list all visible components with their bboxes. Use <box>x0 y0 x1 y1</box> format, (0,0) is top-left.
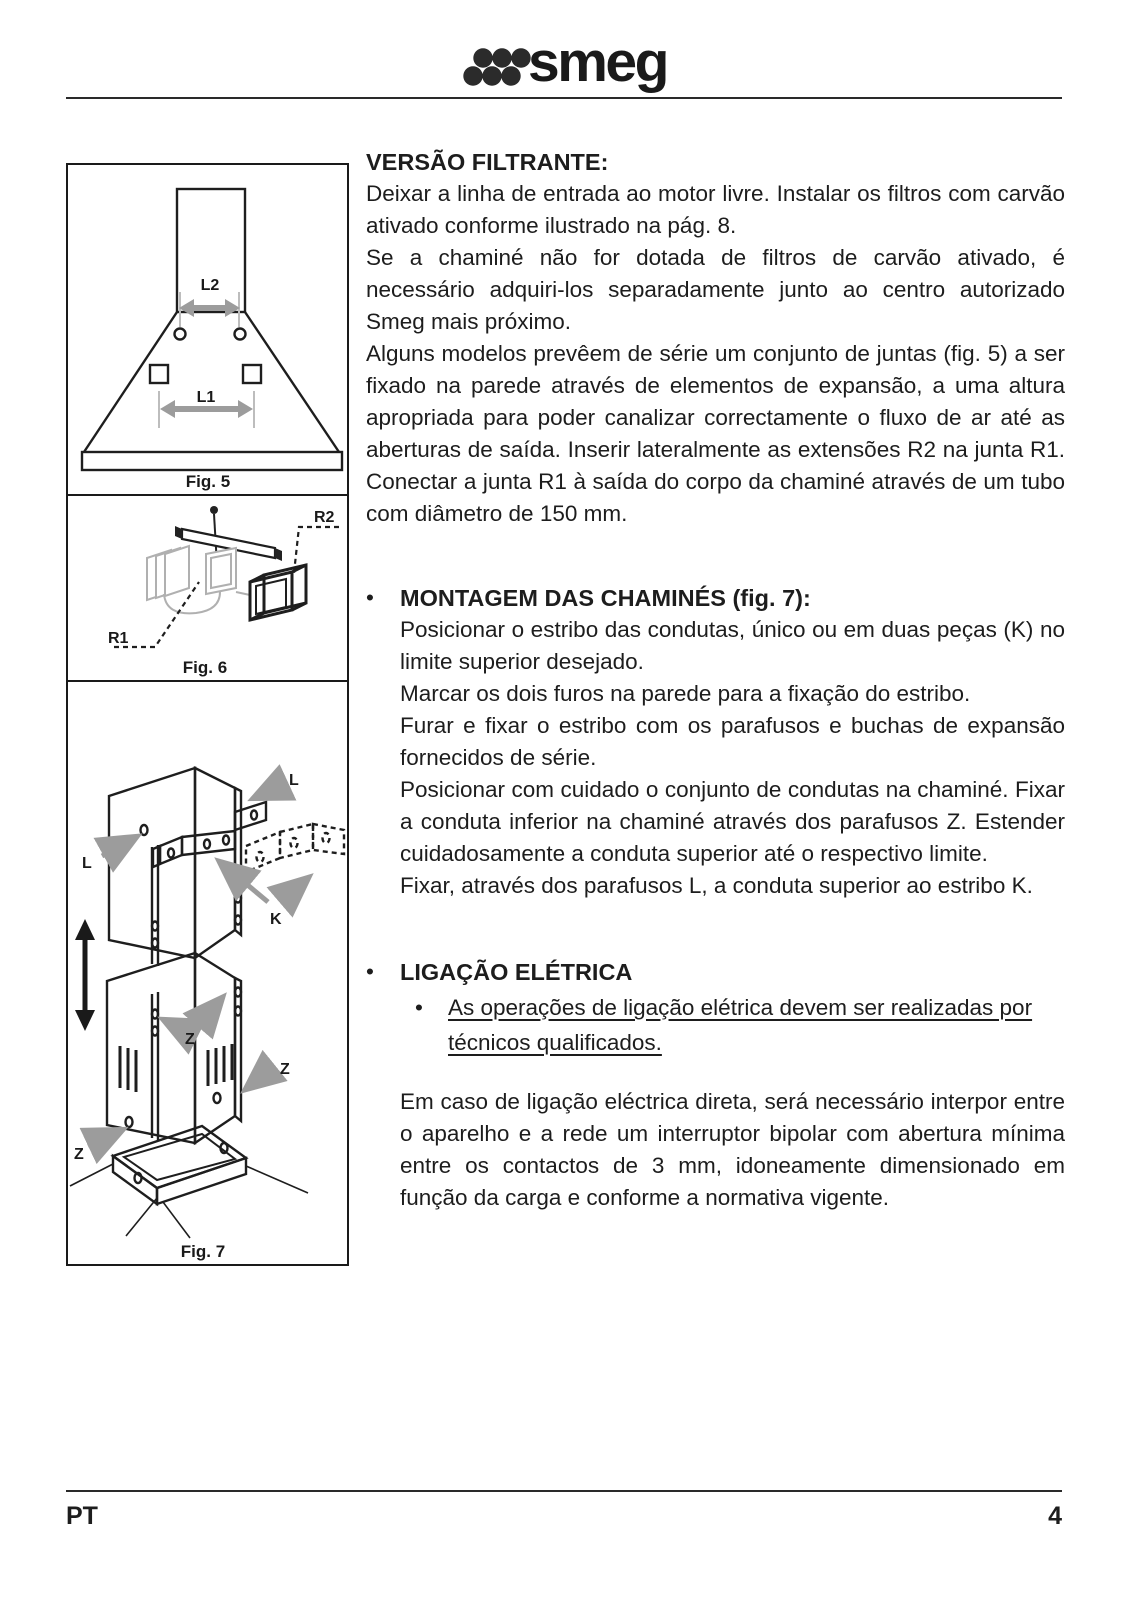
fig6-r2-label: R2 <box>314 509 335 526</box>
header-divider <box>66 97 1062 99</box>
lower-duct <box>107 953 241 1143</box>
footer-divider <box>66 1490 1062 1492</box>
paragraph: Posicionar com cuidado o conjunto de condutas na chaminé. Fixar a conduta inferior na chaminé através dos parafusos Z. Estender cuidadosamente a conduta superior até o respectivo limite. <box>400 777 1065 866</box>
bracket-k-dashed <box>246 824 344 872</box>
extension-sleeve-r2 <box>250 565 306 620</box>
fig5-l1-label: L1 <box>196 389 216 406</box>
smeg-logo-graphic <box>456 33 672 103</box>
l2-dimension <box>179 277 240 327</box>
section1-heading: VERSÃO FILTRANTE: <box>366 149 609 175</box>
paragraph: Fixar, através dos parafusos L, a conduta superior ao estribo K. <box>400 873 1033 898</box>
fig6-caption: Fig. 6 <box>182 658 228 677</box>
section-ligacao <box>366 956 1065 1060</box>
fig6-drawing <box>68 496 347 680</box>
fig5-drawing <box>68 165 347 494</box>
fig7-z-label-bottom: Z <box>74 1146 84 1163</box>
fig7-z-label-right: Z <box>280 1061 290 1078</box>
fig5-l2-label: L2 <box>200 277 220 294</box>
smeg-wordmark: smeg <box>528 33 667 94</box>
figure-7 <box>66 680 349 1266</box>
fig7-l-label-top: L <box>289 772 299 789</box>
hood-silhouette <box>82 189 342 470</box>
section-montagem-body <box>400 582 1065 902</box>
text-column <box>366 146 1065 1214</box>
paragraph: Em caso de ligação eléctrica direta, será necessário interpor entre o aparelho e a rede um interruptor bipolar com abertura mínima entre os contactos de 3 mm, idoneamente dimensionado em função da carga e conforme a normativa vigente. <box>400 1089 1065 1210</box>
paragraph: Alguns modelos prevêem de série um conjunto de juntas (fig. 5) a ser fixado na parede através de elementos de expansão, a uma altura apropriada para poder canalizar correctamente o fluxo de ar até as aberturas de saída. Inserir lateralmente as extensões R2 na junta R1. Conectar a junta R1 à saída do corpo da chaminé através de um tubo com diâmetro de 150 mm. <box>366 341 1065 526</box>
fig5-caption: Fig. 5 <box>185 472 231 491</box>
bullet-marker: • <box>366 585 374 610</box>
footer-language: PT <box>66 1502 98 1530</box>
figure-5 <box>66 163 349 496</box>
fig7-k-label: K <box>270 911 282 928</box>
paragraph: Marcar os dois furos na parede para a fixação do estribo. <box>400 681 971 706</box>
fig7-l-label-left: L <box>82 855 92 872</box>
fig7-caption: Fig. 7 <box>180 1242 226 1261</box>
section2-heading: MONTAGEM DAS CHAMINÉS (fig. 7): <box>400 585 811 611</box>
figure-column <box>66 163 349 1266</box>
paragraph: Deixar a linha de entrada ao motor livre. Instalar os filtros com carvão ativado conforme ilustrado na pág. 8. <box>366 181 1065 238</box>
paragraph: Se a chaminé não for dotada de filtros de carvão ativado, é necessário adquiri-los separadamente junto ao centro autorizado Smeg mais próximo. <box>366 245 1065 334</box>
fig6-r1-label: R1 <box>108 630 129 647</box>
footer-page-number: 4 <box>1048 1502 1062 1530</box>
paragraph: Posicionar o estribo das condutas, único ou em duas peças (K) no limite superior desejado. <box>400 617 1065 674</box>
upper-duct <box>109 768 266 966</box>
warning-text: As operações de ligação elétrica devem ser realizadas por técnicos qualificados. <box>448 995 1033 1055</box>
section3-heading: LIGAÇÃO ELÉTRICA <box>400 959 633 985</box>
section-ligacao-body <box>400 956 1065 1060</box>
smeg-logo-dots <box>463 48 530 85</box>
section-montagem <box>366 582 1065 902</box>
bullet-marker: • <box>415 995 423 1020</box>
mount-holes <box>150 329 261 384</box>
paragraph: Furar e fixar o estribo com os parafusos e buchas de expansão fornecidos de série. <box>400 713 1065 770</box>
warning-item <box>415 990 1065 1060</box>
bullet-marker: • <box>366 959 374 984</box>
junction-body-r1 <box>147 546 250 613</box>
callout-arrows-lower <box>88 998 272 1146</box>
l1-dimension <box>159 389 254 428</box>
smeg-logo <box>456 33 672 103</box>
fig7-drawing <box>68 682 347 1264</box>
exploded-motion-arrow <box>75 919 95 1031</box>
fig7-z-label-center: Z <box>185 1031 195 1048</box>
figure-6 <box>66 494 349 682</box>
